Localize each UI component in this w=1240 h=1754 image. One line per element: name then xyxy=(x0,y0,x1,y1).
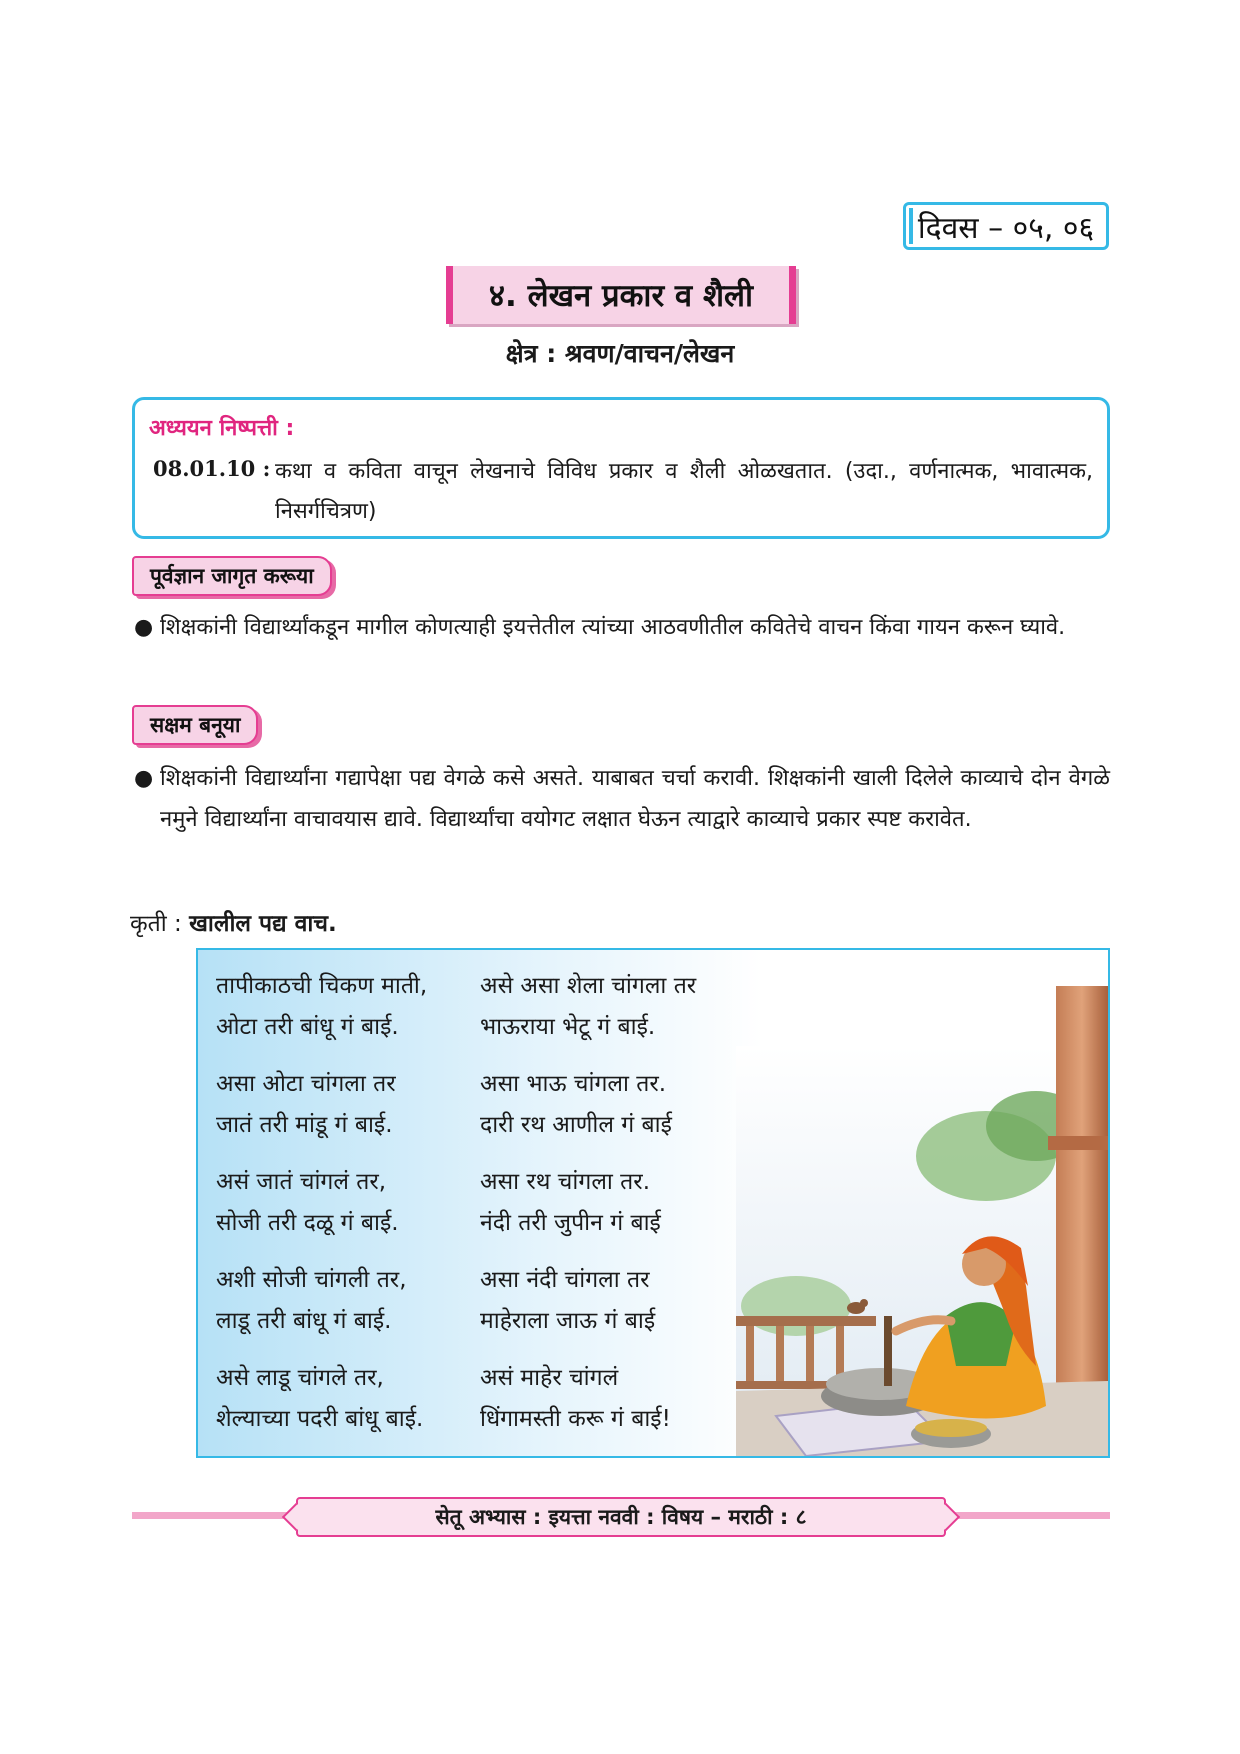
poem-column-left xyxy=(216,966,427,1456)
section-tag-enable xyxy=(132,705,258,745)
activity-text: खालील पद्य वाच. xyxy=(189,911,337,937)
poem-stanza xyxy=(480,1260,696,1342)
poem-line: असे असा शेला चांगला तर xyxy=(480,973,697,999)
poem-line: असं जातं चांगलं तर, xyxy=(216,1169,387,1195)
poem-line: असं माहेर चांगलं xyxy=(480,1365,619,1391)
bullet-prior-knowledge xyxy=(134,607,1110,648)
poem-line: असा नंदी चांगला तर xyxy=(480,1267,650,1293)
poem-line: माहेराला जाऊ गं बाई xyxy=(480,1308,656,1334)
poem-stanza xyxy=(216,1260,427,1342)
poem-line: असे लाडू चांगले तर, xyxy=(216,1365,384,1391)
activity-label: कृती : xyxy=(130,911,182,937)
poem-line: असा ओटा चांगला तर xyxy=(216,1071,396,1097)
poem-line: शेल्याच्या पदरी बांधू बाई. xyxy=(216,1406,424,1432)
poem-stanza xyxy=(480,1064,696,1146)
bullet-text: शिक्षकांनी विद्यार्थ्यांकडून मागील कोणत्याही इयत्तेतील त्यांच्या आठवणीतील कवितेचे वाचन किंवा गायन करून घ्यावे. xyxy=(160,615,1066,640)
poem-stanza xyxy=(216,1162,427,1244)
poem-stanza xyxy=(216,966,427,1048)
woman-grinding-illustration xyxy=(736,986,1108,1456)
section-tag-label: सक्षम बनूया xyxy=(150,713,241,737)
section-tag-prior-knowledge xyxy=(132,556,332,596)
day-badge xyxy=(903,202,1109,250)
poem-line: असा भाऊ चांगला तर. xyxy=(480,1071,667,1097)
bullet-icon: ● xyxy=(134,766,154,791)
section-tag-label: पूर्वज्ञान जागृत करूया xyxy=(150,564,314,588)
footer-text: सेतू अभ्यास : इयत्ता नववी : विषय – मराठी : ८ xyxy=(435,1505,807,1529)
outcome-code: 08.01.10 : xyxy=(153,456,271,481)
poem-line: अशी सोजी चांगली तर, xyxy=(216,1267,407,1293)
chapter-title-text: ४. लेखन प्रकार व शैली xyxy=(488,278,754,314)
poem-stanza xyxy=(480,1358,696,1440)
activity-line xyxy=(130,906,337,938)
poem-line: भाऊराया भेटू गं बाई. xyxy=(480,1014,656,1040)
footer-label xyxy=(296,1497,946,1537)
day-label: दिवस – ०५, ०६ xyxy=(917,210,1095,246)
learning-outcome-box xyxy=(132,397,1110,539)
poem-line: ओटा तरी बांधू गं बाई. xyxy=(216,1014,399,1040)
poem-line: नंदी तरी जुपीन गं बाई xyxy=(480,1210,661,1236)
learning-area: क्षेत्र : श्रवण/वाचन/लेखन xyxy=(505,339,735,368)
poem-line: तापीकाठची चिकण माती, xyxy=(216,973,428,999)
poem-line: दारी रथ आणील गं बाई xyxy=(480,1112,672,1138)
poem-stanza xyxy=(216,1358,427,1440)
poem-stanza xyxy=(480,1162,696,1244)
poem-box xyxy=(196,948,1110,1458)
outcome-heading: अध्ययन निष्पत्ती : xyxy=(149,416,295,441)
bullet-icon: ● xyxy=(134,615,154,640)
bullet-text: शिक्षकांनी विद्यार्थ्यांना गद्यापेक्षा पद्य वेगळे कसे असते. याबाबत चर्चा करावी. शिक्षकांनी खाली दिलेले काव्याचे दोन वेगळे नमुने विद्यार्थ्यांना वाचावयास द्यावे. विद्यार्थ्यांचा वयोगट लक्षात घेऊन त्याद्वारे काव्याचे प्रकार स्पष्ट करावेत. xyxy=(160,766,1110,832)
poem-line: सोजी तरी दळू गं बाई. xyxy=(216,1210,399,1236)
poem-stanza xyxy=(480,966,696,1048)
outcome-text: कथा व कविता वाचून लेखनाचे विविध प्रकार व शैली ओळखतात. (उदा., वर्णनात्मक, भावात्मक, निसर्गचित्रण) xyxy=(275,459,1093,524)
poem-stanza xyxy=(216,1064,427,1146)
poem-line: जातं तरी मांडू गं बाई. xyxy=(216,1112,393,1138)
poem-line: असा रथ चांगला तर. xyxy=(480,1169,651,1195)
chapter-title xyxy=(446,266,796,324)
poem-line: लाडू तरी बांधू गं बाई. xyxy=(216,1308,392,1334)
poem-column-right xyxy=(480,966,696,1456)
bullet-enable xyxy=(134,758,1110,840)
poem-line: धिंगामस्ती करू गं बाई! xyxy=(480,1406,671,1432)
